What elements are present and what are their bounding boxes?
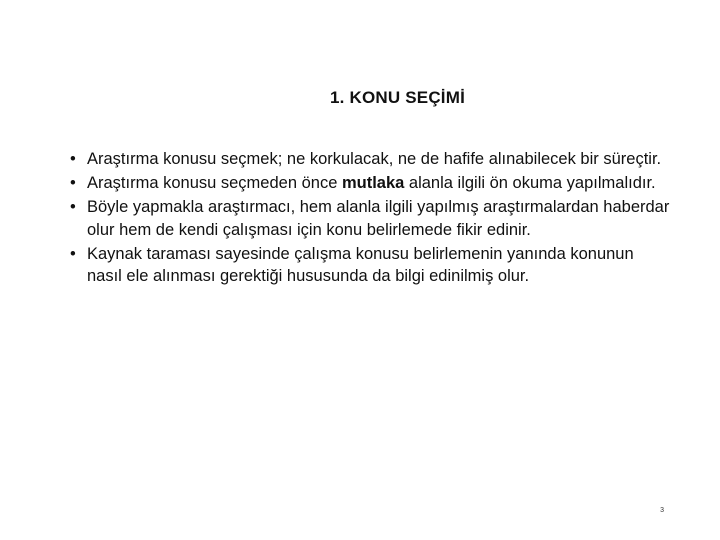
bullet-text-before: Araştırma konusu seçmeden önce <box>87 174 342 192</box>
bullet-item-3 <box>70 196 670 241</box>
bullet-text-emphasis: mutlaka <box>341 174 405 192</box>
page-number: 3 <box>660 507 664 514</box>
bullet-dot-icon: • <box>70 198 76 216</box>
slide-title: 1. KONU SEÇİMİ <box>329 88 466 107</box>
bullet-list <box>70 148 670 289</box>
bullet-dot-icon: • <box>70 244 76 263</box>
bullet-item-2 <box>70 172 670 195</box>
bullet-dot-icon: • <box>70 174 76 192</box>
bullet-item-1 <box>70 148 670 171</box>
bullet-text: Kaynak taraması sayesinde çalışma konusu belirlemenin yanında konunun nasıl ele alınması gerektiği hususunda da bilgi edinilmiş olur. <box>87 244 634 285</box>
bullet-text: Araştırma konusu seçmek; ne korkulacak, ne de hafife alınabilecek bir süreçtir. <box>87 150 662 168</box>
bullet-dot-icon: • <box>70 150 76 168</box>
bullet-item-4 <box>70 243 670 288</box>
bullet-text-after: alanla ilgili ön okuma yapılmalıdır. <box>404 174 656 192</box>
bullet-text: Böyle yapmakla araştırmacı, hem alanla ilgili yapılmış araştırmalardan haberdar olur hem de kendi çalışması için konu belirlemede fikir edinir. <box>87 198 670 239</box>
